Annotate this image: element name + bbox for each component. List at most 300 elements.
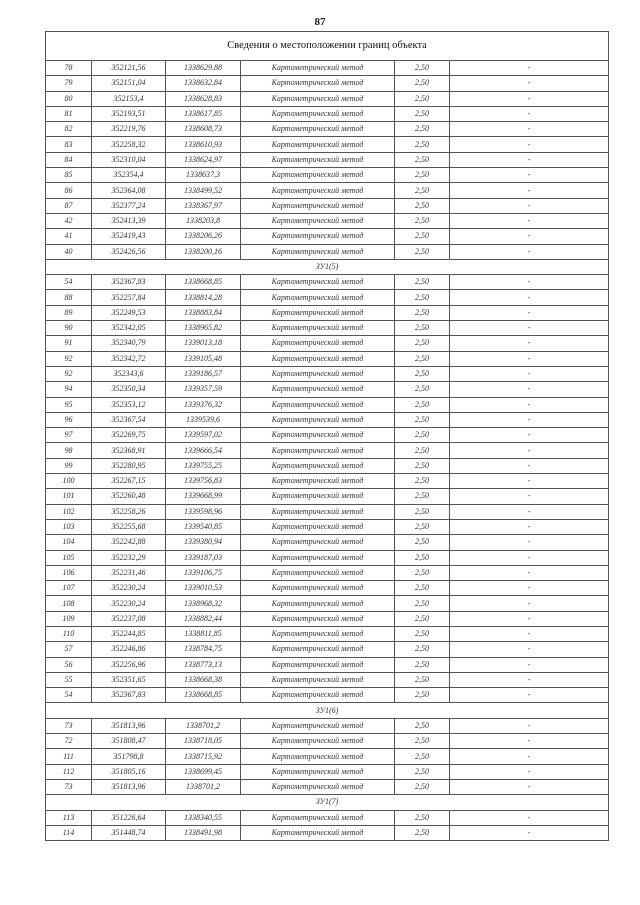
note-cell: - bbox=[450, 764, 609, 779]
accuracy-cell: 2,50 bbox=[395, 657, 450, 672]
table-row bbox=[46, 366, 609, 381]
accuracy-cell: 2,50 bbox=[395, 535, 450, 550]
point-number-cell: 88 bbox=[46, 290, 92, 305]
point-number-cell: 54 bbox=[46, 688, 92, 703]
point-number-cell: 80 bbox=[46, 91, 92, 106]
section-label: ЗУ1(5) bbox=[46, 259, 609, 274]
note-cell: - bbox=[450, 581, 609, 596]
accuracy-cell: 2,50 bbox=[395, 734, 450, 749]
note-cell: - bbox=[450, 321, 609, 336]
note-cell: - bbox=[450, 825, 609, 840]
table-row bbox=[46, 275, 609, 290]
point-number-cell: 55 bbox=[46, 672, 92, 687]
point-number-cell: 54 bbox=[46, 275, 92, 290]
y-coordinate-cell: 1338491,98 bbox=[166, 825, 241, 840]
method-cell: Картометрический метод bbox=[241, 596, 395, 611]
method-cell: Картометрический метод bbox=[241, 198, 395, 213]
method-cell: Картометрический метод bbox=[241, 351, 395, 366]
accuracy-cell: 2,50 bbox=[395, 810, 450, 825]
x-coordinate-cell: 352246,86 bbox=[92, 642, 166, 657]
method-cell: Картометрический метод bbox=[241, 290, 395, 305]
y-coordinate-cell: 1339380,94 bbox=[166, 535, 241, 550]
method-cell: Картометрический метод bbox=[241, 382, 395, 397]
accuracy-cell: 2,50 bbox=[395, 443, 450, 458]
note-cell: - bbox=[450, 504, 609, 519]
y-coordinate-cell: 1338773,13 bbox=[166, 657, 241, 672]
y-coordinate-cell: 1338499,52 bbox=[166, 183, 241, 198]
accuracy-cell: 2,50 bbox=[395, 397, 450, 412]
accuracy-cell: 2,50 bbox=[395, 688, 450, 703]
y-coordinate-cell: 1339666,54 bbox=[166, 443, 241, 458]
point-number-cell: 97 bbox=[46, 428, 92, 443]
note-cell: - bbox=[450, 718, 609, 733]
table-row bbox=[46, 351, 609, 366]
point-number-cell: 85 bbox=[46, 168, 92, 183]
point-number-cell: 113 bbox=[46, 810, 92, 825]
table-row bbox=[46, 458, 609, 473]
note-cell: - bbox=[450, 305, 609, 320]
point-number-cell: 42 bbox=[46, 213, 92, 228]
point-number-cell: 82 bbox=[46, 122, 92, 137]
table-row bbox=[46, 688, 609, 703]
method-cell: Картометрический метод bbox=[241, 275, 395, 290]
x-coordinate-cell: 351813,96 bbox=[92, 779, 166, 794]
table-row bbox=[46, 321, 609, 336]
point-number-cell: 99 bbox=[46, 458, 92, 473]
section-header-row bbox=[46, 259, 609, 274]
x-coordinate-cell: 352353,12 bbox=[92, 397, 166, 412]
note-cell: - bbox=[450, 611, 609, 626]
table-body bbox=[46, 32, 609, 841]
table-row bbox=[46, 810, 609, 825]
point-number-cell: 103 bbox=[46, 519, 92, 534]
table-title-row bbox=[46, 32, 609, 61]
method-cell: Картометрический метод bbox=[241, 581, 395, 596]
note-cell: - bbox=[450, 122, 609, 137]
y-coordinate-cell: 1338203,8 bbox=[166, 213, 241, 228]
point-number-cell: 112 bbox=[46, 764, 92, 779]
method-cell: Картометрический метод bbox=[241, 474, 395, 489]
accuracy-cell: 2,50 bbox=[395, 764, 450, 779]
x-coordinate-cell: 352193,51 bbox=[92, 106, 166, 121]
x-coordinate-cell: 352230,24 bbox=[92, 581, 166, 596]
point-number-cell: 72 bbox=[46, 734, 92, 749]
point-number-cell: 92 bbox=[46, 366, 92, 381]
accuracy-cell: 2,50 bbox=[395, 550, 450, 565]
accuracy-cell: 2,50 bbox=[395, 458, 450, 473]
x-coordinate-cell: 352364,08 bbox=[92, 183, 166, 198]
note-cell: - bbox=[450, 779, 609, 794]
method-cell: Картометрический метод bbox=[241, 825, 395, 840]
method-cell: Картометрический метод bbox=[241, 642, 395, 657]
accuracy-cell: 2,50 bbox=[395, 336, 450, 351]
point-number-cell: 109 bbox=[46, 611, 92, 626]
x-coordinate-cell: 352258,32 bbox=[92, 137, 166, 152]
accuracy-cell: 2,50 bbox=[395, 76, 450, 91]
y-coordinate-cell: 1339357,59 bbox=[166, 382, 241, 397]
method-cell: Картометрический метод bbox=[241, 336, 395, 351]
x-coordinate-cell: 352258,26 bbox=[92, 504, 166, 519]
note-cell: - bbox=[450, 734, 609, 749]
accuracy-cell: 2,50 bbox=[395, 229, 450, 244]
note-cell: - bbox=[450, 672, 609, 687]
point-number-cell: 107 bbox=[46, 581, 92, 596]
x-coordinate-cell: 352255,68 bbox=[92, 519, 166, 534]
x-coordinate-cell: 352367,83 bbox=[92, 688, 166, 703]
x-coordinate-cell: 352419,43 bbox=[92, 229, 166, 244]
method-cell: Картометрический метод bbox=[241, 626, 395, 641]
accuracy-cell: 2,50 bbox=[395, 779, 450, 794]
note-cell: - bbox=[450, 657, 609, 672]
accuracy-cell: 2,50 bbox=[395, 428, 450, 443]
method-cell: Картометрический метод bbox=[241, 718, 395, 733]
x-coordinate-cell: 352426,56 bbox=[92, 244, 166, 259]
x-coordinate-cell: 352249,53 bbox=[92, 305, 166, 320]
method-cell: Картометрический метод bbox=[241, 749, 395, 764]
y-coordinate-cell: 1339598,96 bbox=[166, 504, 241, 519]
y-coordinate-cell: 1339010,53 bbox=[166, 581, 241, 596]
accuracy-cell: 2,50 bbox=[395, 244, 450, 259]
note-cell: - bbox=[450, 397, 609, 412]
method-cell: Картометрический метод bbox=[241, 810, 395, 825]
point-number-cell: 40 bbox=[46, 244, 92, 259]
table-row bbox=[46, 168, 609, 183]
method-cell: Картометрический метод bbox=[241, 122, 395, 137]
point-number-cell: 57 bbox=[46, 642, 92, 657]
point-number-cell: 101 bbox=[46, 489, 92, 504]
x-coordinate-cell: 352151,04 bbox=[92, 76, 166, 91]
point-number-cell: 78 bbox=[46, 61, 92, 76]
x-coordinate-cell: 352351,65 bbox=[92, 672, 166, 687]
accuracy-cell: 2,50 bbox=[395, 519, 450, 534]
note-cell: - bbox=[450, 366, 609, 381]
accuracy-cell: 2,50 bbox=[395, 626, 450, 641]
x-coordinate-cell: 352219,76 bbox=[92, 122, 166, 137]
note-cell: - bbox=[450, 61, 609, 76]
point-number-cell: 87 bbox=[46, 198, 92, 213]
y-coordinate-cell: 1339186,57 bbox=[166, 366, 241, 381]
note-cell: - bbox=[450, 519, 609, 534]
method-cell: Картометрический метод bbox=[241, 779, 395, 794]
point-number-cell: 98 bbox=[46, 443, 92, 458]
table-row bbox=[46, 91, 609, 106]
y-coordinate-cell: 1338784,75 bbox=[166, 642, 241, 657]
x-coordinate-cell: 351448,74 bbox=[92, 825, 166, 840]
table-row bbox=[46, 443, 609, 458]
accuracy-cell: 2,50 bbox=[395, 305, 450, 320]
method-cell: Картометрический метод bbox=[241, 657, 395, 672]
y-coordinate-cell: 1338617,85 bbox=[166, 106, 241, 121]
y-coordinate-cell: 1338624,97 bbox=[166, 152, 241, 167]
accuracy-cell: 2,50 bbox=[395, 168, 450, 183]
method-cell: Картометрический метод bbox=[241, 76, 395, 91]
y-coordinate-cell: 1338629,88 bbox=[166, 61, 241, 76]
method-cell: Картометрический метод bbox=[241, 244, 395, 259]
x-coordinate-cell: 352153,4 bbox=[92, 91, 166, 106]
note-cell: - bbox=[450, 137, 609, 152]
y-coordinate-cell: 1338637,3 bbox=[166, 168, 241, 183]
x-coordinate-cell: 352257,84 bbox=[92, 290, 166, 305]
accuracy-cell: 2,50 bbox=[395, 91, 450, 106]
x-coordinate-cell: 352244,85 bbox=[92, 626, 166, 641]
point-number-cell: 90 bbox=[46, 321, 92, 336]
method-cell: Картометрический метод bbox=[241, 519, 395, 534]
table-row bbox=[46, 672, 609, 687]
table-row bbox=[46, 504, 609, 519]
method-cell: Картометрический метод bbox=[241, 412, 395, 427]
method-cell: Картометрический метод bbox=[241, 458, 395, 473]
table-row bbox=[46, 779, 609, 794]
x-coordinate-cell: 352342,05 bbox=[92, 321, 166, 336]
method-cell: Картометрический метод bbox=[241, 504, 395, 519]
note-cell: - bbox=[450, 535, 609, 550]
accuracy-cell: 2,50 bbox=[395, 106, 450, 121]
y-coordinate-cell: 1339597,02 bbox=[166, 428, 241, 443]
note-cell: - bbox=[450, 688, 609, 703]
y-coordinate-cell: 1338632,84 bbox=[166, 76, 241, 91]
point-number-cell: 108 bbox=[46, 596, 92, 611]
y-coordinate-cell: 1339187,03 bbox=[166, 550, 241, 565]
accuracy-cell: 2,50 bbox=[395, 412, 450, 427]
point-number-cell: 106 bbox=[46, 565, 92, 580]
method-cell: Картометрический метод bbox=[241, 734, 395, 749]
y-coordinate-cell: 1339755,25 bbox=[166, 458, 241, 473]
note-cell: - bbox=[450, 428, 609, 443]
section-header-row bbox=[46, 703, 609, 718]
note-cell: - bbox=[450, 626, 609, 641]
x-coordinate-cell: 352368,91 bbox=[92, 443, 166, 458]
accuracy-cell: 2,50 bbox=[395, 489, 450, 504]
method-cell: Картометрический метод bbox=[241, 397, 395, 412]
point-number-cell: 83 bbox=[46, 137, 92, 152]
note-cell: - bbox=[450, 412, 609, 427]
table-row bbox=[46, 152, 609, 167]
table-row bbox=[46, 305, 609, 320]
note-cell: - bbox=[450, 565, 609, 580]
table-row bbox=[46, 198, 609, 213]
table-row bbox=[46, 550, 609, 565]
note-cell: - bbox=[450, 443, 609, 458]
accuracy-cell: 2,50 bbox=[395, 198, 450, 213]
accuracy-cell: 2,50 bbox=[395, 61, 450, 76]
accuracy-cell: 2,50 bbox=[395, 321, 450, 336]
accuracy-cell: 2,50 bbox=[395, 275, 450, 290]
y-coordinate-cell: 1338718,05 bbox=[166, 734, 241, 749]
y-coordinate-cell: 1338608,73 bbox=[166, 122, 241, 137]
method-cell: Картометрический метод bbox=[241, 565, 395, 580]
x-coordinate-cell: 352232,29 bbox=[92, 550, 166, 565]
table-row bbox=[46, 428, 609, 443]
table-row bbox=[46, 519, 609, 534]
accuracy-cell: 2,50 bbox=[395, 718, 450, 733]
point-number-cell: 104 bbox=[46, 535, 92, 550]
accuracy-cell: 2,50 bbox=[395, 596, 450, 611]
note-cell: - bbox=[450, 76, 609, 91]
note-cell: - bbox=[450, 213, 609, 228]
y-coordinate-cell: 1338811,85 bbox=[166, 626, 241, 641]
x-coordinate-cell: 352343,6 bbox=[92, 366, 166, 381]
accuracy-cell: 2,50 bbox=[395, 642, 450, 657]
y-coordinate-cell: 1338699,45 bbox=[166, 764, 241, 779]
point-number-cell: 114 bbox=[46, 825, 92, 840]
method-cell: Картометрический метод bbox=[241, 229, 395, 244]
accuracy-cell: 2,50 bbox=[395, 504, 450, 519]
method-cell: Картометрический метод bbox=[241, 535, 395, 550]
point-number-cell: 96 bbox=[46, 412, 92, 427]
table-row bbox=[46, 626, 609, 641]
accuracy-cell: 2,50 bbox=[395, 611, 450, 626]
method-cell: Картометрический метод bbox=[241, 183, 395, 198]
table-title: Сведения о местоположении границ объекта bbox=[46, 32, 609, 61]
note-cell: - bbox=[450, 275, 609, 290]
note-cell: - bbox=[450, 91, 609, 106]
note-cell: - bbox=[450, 198, 609, 213]
y-coordinate-cell: 1338883,84 bbox=[166, 305, 241, 320]
note-cell: - bbox=[450, 596, 609, 611]
point-number-cell: 100 bbox=[46, 474, 92, 489]
method-cell: Картометрический метод bbox=[241, 137, 395, 152]
table-row bbox=[46, 106, 609, 121]
y-coordinate-cell: 1338965,82 bbox=[166, 321, 241, 336]
y-coordinate-cell: 1338200,16 bbox=[166, 244, 241, 259]
point-number-cell: 81 bbox=[46, 106, 92, 121]
table-row bbox=[46, 229, 609, 244]
method-cell: Картометрический метод bbox=[241, 688, 395, 703]
method-cell: Картометрический метод bbox=[241, 305, 395, 320]
point-number-cell: 110 bbox=[46, 626, 92, 641]
accuracy-cell: 2,50 bbox=[395, 152, 450, 167]
y-coordinate-cell: 1338340,55 bbox=[166, 810, 241, 825]
point-number-cell: 105 bbox=[46, 550, 92, 565]
table-row bbox=[46, 749, 609, 764]
x-coordinate-cell: 352267,15 bbox=[92, 474, 166, 489]
y-coordinate-cell: 1339540,85 bbox=[166, 519, 241, 534]
table-row bbox=[46, 734, 609, 749]
table-row bbox=[46, 565, 609, 580]
x-coordinate-cell: 351813,96 bbox=[92, 718, 166, 733]
y-coordinate-cell: 1339376,32 bbox=[166, 397, 241, 412]
y-coordinate-cell: 1338610,93 bbox=[166, 137, 241, 152]
accuracy-cell: 2,50 bbox=[395, 366, 450, 381]
table-row bbox=[46, 764, 609, 779]
note-cell: - bbox=[450, 244, 609, 259]
section-label: ЗУ1(6) bbox=[46, 703, 609, 718]
accuracy-cell: 2,50 bbox=[395, 382, 450, 397]
y-coordinate-cell: 1338206,26 bbox=[166, 229, 241, 244]
table-row bbox=[46, 290, 609, 305]
point-number-cell: 73 bbox=[46, 779, 92, 794]
x-coordinate-cell: 352231,46 bbox=[92, 565, 166, 580]
point-number-cell: 89 bbox=[46, 305, 92, 320]
y-coordinate-cell: 1338628,83 bbox=[166, 91, 241, 106]
point-number-cell: 95 bbox=[46, 397, 92, 412]
note-cell: - bbox=[450, 336, 609, 351]
method-cell: Картометрический метод bbox=[241, 321, 395, 336]
y-coordinate-cell: 1338701,2 bbox=[166, 779, 241, 794]
x-coordinate-cell: 352269,75 bbox=[92, 428, 166, 443]
table-row bbox=[46, 61, 609, 76]
note-cell: - bbox=[450, 351, 609, 366]
point-number-cell: 73 bbox=[46, 718, 92, 733]
method-cell: Картометрический метод bbox=[241, 61, 395, 76]
note-cell: - bbox=[450, 152, 609, 167]
point-number-cell: 84 bbox=[46, 152, 92, 167]
note-cell: - bbox=[450, 290, 609, 305]
y-coordinate-cell: 1339106,75 bbox=[166, 565, 241, 580]
point-number-cell: 111 bbox=[46, 749, 92, 764]
y-coordinate-cell: 1338668,85 bbox=[166, 275, 241, 290]
x-coordinate-cell: 352350,34 bbox=[92, 382, 166, 397]
accuracy-cell: 2,50 bbox=[395, 137, 450, 152]
x-coordinate-cell: 352260,48 bbox=[92, 489, 166, 504]
x-coordinate-cell: 352377,24 bbox=[92, 198, 166, 213]
x-coordinate-cell: 352230,24 bbox=[92, 596, 166, 611]
x-coordinate-cell: 352342,72 bbox=[92, 351, 166, 366]
x-coordinate-cell: 351226,64 bbox=[92, 810, 166, 825]
y-coordinate-cell: 1338701,2 bbox=[166, 718, 241, 733]
y-coordinate-cell: 1339105,48 bbox=[166, 351, 241, 366]
note-cell: - bbox=[450, 810, 609, 825]
y-coordinate-cell: 1338882,44 bbox=[166, 611, 241, 626]
table-row bbox=[46, 718, 609, 733]
table-row bbox=[46, 336, 609, 351]
table-row bbox=[46, 581, 609, 596]
note-cell: - bbox=[450, 168, 609, 183]
x-coordinate-cell: 352367,83 bbox=[92, 275, 166, 290]
note-cell: - bbox=[450, 749, 609, 764]
table-row bbox=[46, 213, 609, 228]
method-cell: Картометрический метод bbox=[241, 550, 395, 565]
note-cell: - bbox=[450, 183, 609, 198]
x-coordinate-cell: 352237,08 bbox=[92, 611, 166, 626]
boundary-coordinates-table bbox=[45, 31, 609, 841]
accuracy-cell: 2,50 bbox=[395, 565, 450, 580]
note-cell: - bbox=[450, 642, 609, 657]
x-coordinate-cell: 352310,04 bbox=[92, 152, 166, 167]
note-cell: - bbox=[450, 458, 609, 473]
table-row bbox=[46, 535, 609, 550]
method-cell: Картометрический метод bbox=[241, 106, 395, 121]
point-number-cell: 102 bbox=[46, 504, 92, 519]
point-number-cell: 86 bbox=[46, 183, 92, 198]
y-coordinate-cell: 1339756,83 bbox=[166, 474, 241, 489]
method-cell: Картометрический метод bbox=[241, 764, 395, 779]
table-row bbox=[46, 76, 609, 91]
note-cell: - bbox=[450, 229, 609, 244]
method-cell: Картометрический метод bbox=[241, 91, 395, 106]
y-coordinate-cell: 1338367,97 bbox=[166, 198, 241, 213]
method-cell: Картометрический метод bbox=[241, 672, 395, 687]
y-coordinate-cell: 1338814,28 bbox=[166, 290, 241, 305]
x-coordinate-cell: 351798,8 bbox=[92, 749, 166, 764]
method-cell: Картометрический метод bbox=[241, 428, 395, 443]
table-row bbox=[46, 183, 609, 198]
y-coordinate-cell: 1338715,92 bbox=[166, 749, 241, 764]
point-number-cell: 91 bbox=[46, 336, 92, 351]
x-coordinate-cell: 352367,54 bbox=[92, 412, 166, 427]
section-label: ЗУ1(7) bbox=[46, 795, 609, 810]
accuracy-cell: 2,50 bbox=[395, 749, 450, 764]
page-number: 87 bbox=[314, 16, 326, 28]
method-cell: Картометрический метод bbox=[241, 366, 395, 381]
note-cell: - bbox=[450, 106, 609, 121]
x-coordinate-cell: 352121,56 bbox=[92, 61, 166, 76]
point-number-cell: 41 bbox=[46, 229, 92, 244]
x-coordinate-cell: 352354,4 bbox=[92, 168, 166, 183]
table-row bbox=[46, 657, 609, 672]
x-coordinate-cell: 352256,96 bbox=[92, 657, 166, 672]
table-row bbox=[46, 244, 609, 259]
